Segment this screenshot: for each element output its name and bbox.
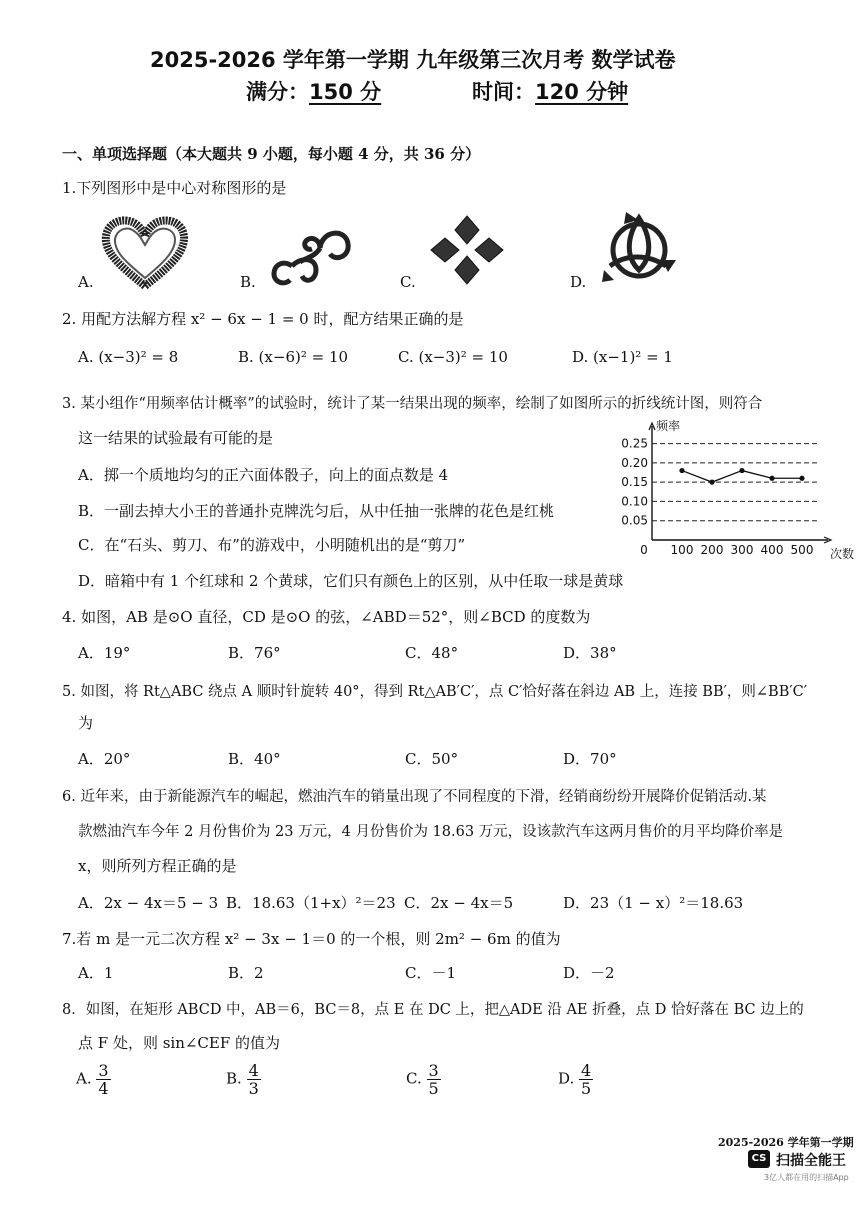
q4-option-d[interactable]: D．38°	[563, 644, 617, 662]
q8-stem-line2: 点 F 处，则 sin∠CEF 的值为	[78, 1034, 281, 1052]
x-tick-label: 300	[730, 543, 754, 557]
frequency-line-chart	[612, 418, 855, 564]
q8-option-d-fraction	[579, 1062, 593, 1097]
q8-option-d-label: D.	[558, 1069, 575, 1088]
footer-page-header: 2025-2026 学年第一学期	[718, 1136, 854, 1149]
q1-option-b[interactable]: B.	[240, 273, 256, 291]
scanner-logo-icon: CS	[748, 1150, 770, 1168]
data-point	[679, 468, 684, 473]
time-value: 120 分钟	[535, 80, 629, 104]
score-label: 满分：	[246, 80, 309, 104]
triple-spiral-icon	[262, 216, 354, 290]
q8-option-a-fraction	[96, 1062, 110, 1097]
q1-option-a[interactable]: A.	[78, 273, 94, 291]
q6-option-d[interactable]: D．23（1 − x）²＝18.63	[563, 894, 744, 912]
q6-option-c[interactable]: C．2x − 4x＝5	[404, 894, 514, 912]
q6-option-b[interactable]: B．18.63（1+x）²＝23	[226, 894, 396, 912]
scanner-name: 扫描全能王	[776, 1153, 846, 1169]
q8-option-a[interactable]	[76, 1062, 111, 1097]
q5-option-c[interactable]: C．50°	[405, 750, 459, 768]
q5-option-b[interactable]: B．40°	[228, 750, 281, 768]
q3-option-b[interactable]: B．一副去掉大小王的普通扑克牌洗匀后，从中任抽一张牌的花色是红桃	[78, 502, 555, 520]
q5-option-a[interactable]: A．20°	[78, 750, 131, 768]
q6-option-a[interactable]: A．2x − 4x＝5 − 3	[78, 894, 219, 912]
y-tick-label: 0.10	[621, 494, 648, 509]
q5-stem-line2: 为	[78, 714, 94, 732]
q4-option-c[interactable]: C．48°	[405, 644, 459, 662]
q8-option-b-numerator: 4	[248, 1061, 259, 1080]
q8-option-a-denominator: 4	[98, 1079, 109, 1098]
q8-option-a-label: A.	[76, 1069, 92, 1088]
section-heading: 一、单项选择题（本大题共 9 小题，每小题 4 分，共 36 分）	[62, 145, 481, 163]
q7-stem: 7.若 m 是一元二次方程 x² − 3x − 1＝0 的一个根，则 2m² − 6m 的值为	[62, 930, 561, 948]
q8-option-d[interactable]	[558, 1062, 593, 1097]
q8-option-c[interactable]	[406, 1062, 441, 1097]
q7-option-c[interactable]: C．－1	[405, 964, 457, 982]
data-point	[799, 476, 804, 481]
q8-stem-line1: 8．如图，在矩形 ABCD 中，AB＝6，BC＝8，点 E 在 DC 上，把△ADE 沿 AE 折叠，点 D 恰好落在 BC 边上的	[62, 1002, 804, 1018]
q8-option-a-numerator: 3	[98, 1061, 109, 1080]
data-point	[739, 468, 744, 473]
q1-option-d[interactable]: D.	[570, 273, 587, 291]
heart-icon	[100, 214, 190, 290]
q3-stem-line2: 这一结果的试验最有可能的是	[78, 429, 274, 447]
q8-option-b-denominator: 3	[248, 1079, 259, 1098]
q7-option-b[interactable]: B．2	[228, 964, 264, 982]
x-tick-label: 100	[670, 543, 694, 557]
y-tick-label: 0.15	[621, 475, 648, 490]
exam-title: 2025-2026 学年第一学期 九年级第三次月考 数学试卷	[150, 48, 676, 72]
q3-option-a[interactable]: A．掷一个质地均匀的正六面体骰子，向上的面点数是 4	[78, 466, 449, 484]
q7-option-a[interactable]: A．1	[78, 964, 114, 982]
q8-option-d-numerator: 4	[581, 1061, 592, 1080]
y-tick-label: 0.05	[621, 513, 648, 528]
q8-option-d-denominator: 5	[581, 1079, 592, 1098]
q2-option-b[interactable]: B. (x−6)² = 10	[238, 348, 349, 366]
q5-option-d[interactable]: D．70°	[563, 750, 617, 768]
q5-stem-line1: 5. 如图，将 Rt△ABC 绕点 A 顺时针旋转 40°，得到 Rt△AB′C′，点 C′恰好落在斜边 AB 上，连接 BB′，则∠BB′C′	[62, 684, 808, 700]
q8-option-b-label: B.	[226, 1069, 242, 1088]
q4-option-b[interactable]: B．76°	[228, 644, 281, 662]
time-label: 时间：	[472, 80, 535, 104]
score-info	[246, 76, 381, 106]
q6-stem-line1: 6. 近年来，由于新能源汽车的崛起，燃油汽车的销量出现了不同程度的下滑，经销商纷纷开展降价促销活动.某	[62, 789, 767, 805]
q2-option-c[interactable]: C. (x−3)² = 10	[398, 348, 508, 366]
data-point	[709, 480, 714, 485]
q2-option-a[interactable]: A. (x−3)² = 8	[78, 348, 179, 366]
score-value: 150 分	[309, 80, 382, 104]
q3-stem-line1: 3. 某小组作“用频率估计概率”的试验时，统计了某一结果出现的频率，绘制了如图所示的折线统计图，则符合	[62, 396, 763, 412]
q2-option-d[interactable]: D. (x−1)² = 1	[572, 348, 673, 366]
y-axis-label: 频率	[656, 419, 681, 433]
time-info	[472, 76, 628, 106]
q8-option-c-label: C.	[406, 1069, 422, 1088]
x-tick-label: 400	[760, 543, 784, 557]
q8-option-b-fraction	[247, 1062, 261, 1097]
q8-option-c-denominator: 5	[428, 1079, 439, 1098]
q1-stem: 1.下列图形中是中心对称图形的是	[62, 179, 287, 197]
x-tick-label: 200	[700, 543, 724, 557]
y-tick-label: 0.20	[621, 455, 648, 470]
q4-stem: 4. 如图，AB 是⊙O 直径，CD 是⊙O 的弦，∠ABD＝52°，则∠BCD 的度数为	[62, 608, 591, 626]
q6-stem-line2: 款燃油汽车今年 2 月份售价为 23 万元，4 月份售价为 18.63 万元，设该款汽车这两月售价的月平均降价率是	[78, 824, 784, 840]
x-tick-label: 500	[790, 543, 814, 557]
q8-option-c-fraction	[427, 1062, 441, 1097]
q6-stem-line3: x，则所列方程正确的是	[78, 857, 237, 875]
q2-stem: 2. 用配方法解方程 x² − 6x − 1 = 0 时，配方结果正确的是	[62, 310, 464, 328]
four-diamond-icon	[425, 212, 509, 288]
q1-option-c[interactable]: C.	[400, 273, 416, 291]
triquetra-icon	[596, 208, 682, 288]
scanner-subtitle: 3亿人都在用的扫描App	[764, 1173, 849, 1182]
data-point	[769, 476, 774, 481]
x-axis-label: 次数	[830, 547, 855, 561]
q4-option-a[interactable]: A．19°	[78, 644, 131, 662]
x-tick-label: 0	[640, 543, 648, 557]
q8-option-b[interactable]	[226, 1062, 261, 1097]
y-tick-label: 0.25	[621, 436, 648, 451]
q7-option-d[interactable]: D．－2	[563, 964, 615, 982]
q3-option-c[interactable]: C．在“石头、剪刀、布”的游戏中，小明随机出的是“剪刀”	[78, 536, 466, 554]
q3-option-d[interactable]: D．暗箱中有 1 个红球和 2 个黄球，它们只有颜色上的区别，从中任取一球是黄球	[78, 572, 624, 590]
q8-option-c-numerator: 3	[428, 1061, 439, 1080]
